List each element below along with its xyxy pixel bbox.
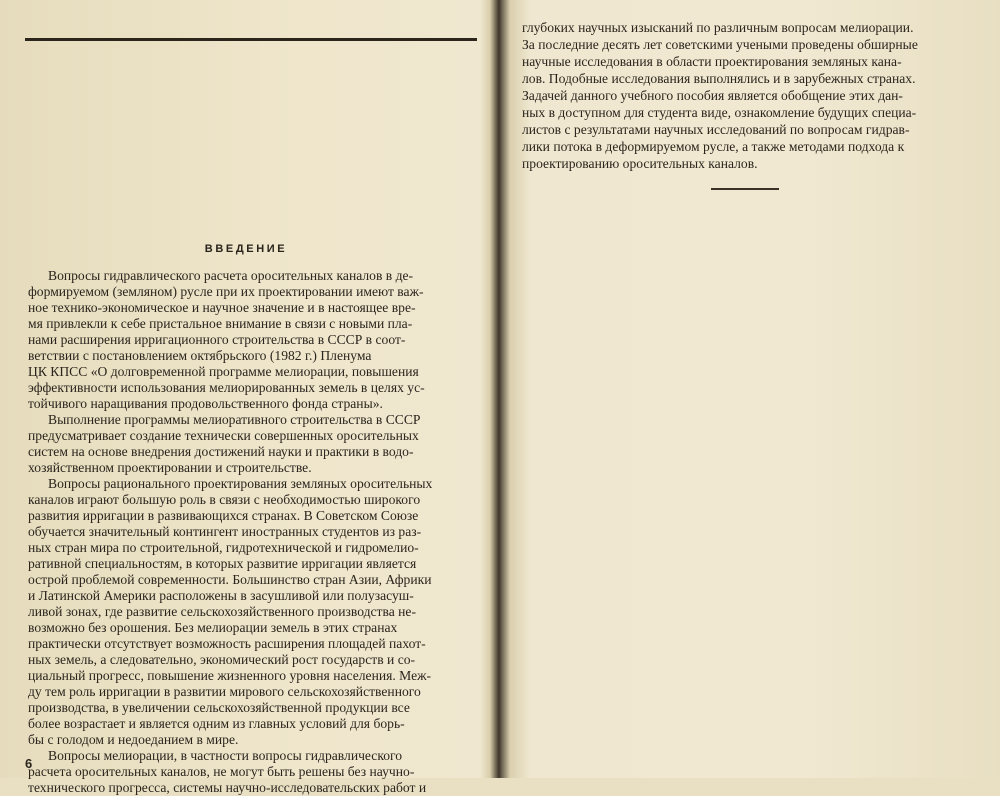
text-line: предусматривает создание технически совершенных оросительных: [28, 428, 419, 443]
text-line: ное технико-экономическое и научное значение и в настоящее вре-: [28, 300, 416, 315]
text-line: нами расширения ирригационного строительства в СССР в соот-: [28, 332, 406, 347]
text-line: лов. Подобные исследования выполнялись и в зарубежных странах.: [522, 71, 916, 86]
text-line: более возрастает и является одним из главных условий для борь-: [28, 716, 405, 731]
end-rule: [711, 188, 779, 190]
text-line: Вопросы рационального проектирования земляных оросительных: [48, 476, 433, 491]
text-line: бы с голодом и недоеданием в мире.: [28, 732, 239, 747]
text-line: Выполнение программы мелиоративного строительства в СССР: [48, 412, 421, 427]
text-line: ливой зонах, где развитие сельскохозяйственного производства не-: [28, 604, 416, 619]
text-line: лики потока в деформируемом русле, а также методами подхода к: [522, 139, 905, 154]
text-line: развития ирригации в развивающихся странах. В Советском Союзе: [28, 508, 419, 523]
top-rule: [25, 38, 477, 41]
text-line: обучается значительный контингент иностранных студентов из раз-: [28, 524, 422, 539]
text-line: Задачей данного учебного пособия является обобщение этих дан-: [522, 88, 903, 103]
text-line: систем на основе внедрения достижений науки и практики в водо-: [28, 444, 414, 459]
text-line: и Латинской Америки расположены в засушливой или полузасуш-: [28, 588, 414, 603]
text-line: ду тем роль ирригации в развитии мирового сельскохозяйственного: [28, 684, 421, 699]
text-line: проектированию оросительных каналов.: [522, 156, 758, 171]
text-line: За последние десять лет советскими учеными проведены обширные: [522, 37, 918, 52]
text-line: Вопросы гидравлического расчета оросительных каналов в де-: [48, 268, 414, 283]
text-line: эффективности использования мелиорированных земель в целях ус-: [28, 380, 425, 395]
text-line: листов с результатами научных исследований по вопросам гидрав-: [522, 122, 910, 137]
text-line: ных в доступном для студента виде, ознакомление будущих специа-: [522, 105, 917, 120]
text-line: Вопросы мелиорации, в частности вопросы гидравлического: [48, 748, 403, 763]
section-heading: ВВЕДЕНИЕ: [204, 243, 288, 255]
text-line: практически отсутствует возможность расширения площадей пахот-: [28, 636, 426, 651]
page-number: 6: [25, 756, 33, 771]
text-line: научные исследования в области проектирования земляных кана-: [522, 54, 902, 69]
text-line: технического прогресса, системы научно-исследовательских работ и: [28, 780, 427, 795]
right-page: [505, 0, 1000, 778]
text-line: ветствии с постановлением октябрьского (1982 г.) Пленума: [28, 348, 372, 363]
left-page: [0, 0, 492, 795]
text-line: тойчивого наращивания продовольственного фонда страны».: [28, 396, 383, 411]
text-line: ных земель, а следовательно, экономический рост государств и со-: [28, 652, 416, 667]
text-line: глубоких научных изысканий по различным вопросам мелиорации.: [522, 20, 914, 35]
text-line: ЦК КПСС «О долговременной программе мелиорации, повышения: [28, 364, 419, 379]
text-line: мя привлекли к себе пристальное внимание в связи с новыми пла-: [28, 316, 413, 331]
text-line: циальный прогресс, повышение жизненного уровня населения. Меж-: [28, 668, 432, 683]
text-line: возможно без орошения. Без мелиорации земель в этих странах: [28, 620, 398, 635]
text-line: хозяйственном проектировании и строительстве.: [28, 460, 312, 475]
text-line: расчета оросительных каналов, не могут быть решены без научно-: [28, 764, 415, 779]
text-line: ных стран мира по строительной, гидротехнической и гидромелио-: [28, 540, 419, 555]
text-line: формируемом (земляном) русле при их проектировании имеют важ-: [28, 284, 424, 299]
text-line: ративной специальностям, в которых развитие ирригации является: [28, 556, 417, 571]
text-line: острой проблемой современности. Большинство стран Азии, Африки: [28, 572, 432, 587]
text-line: производства, в увеличении сельскохозяйственной продукции все: [28, 700, 410, 715]
text-line: каналов играют большую роль в связи с необходимостью широкого: [28, 492, 421, 507]
